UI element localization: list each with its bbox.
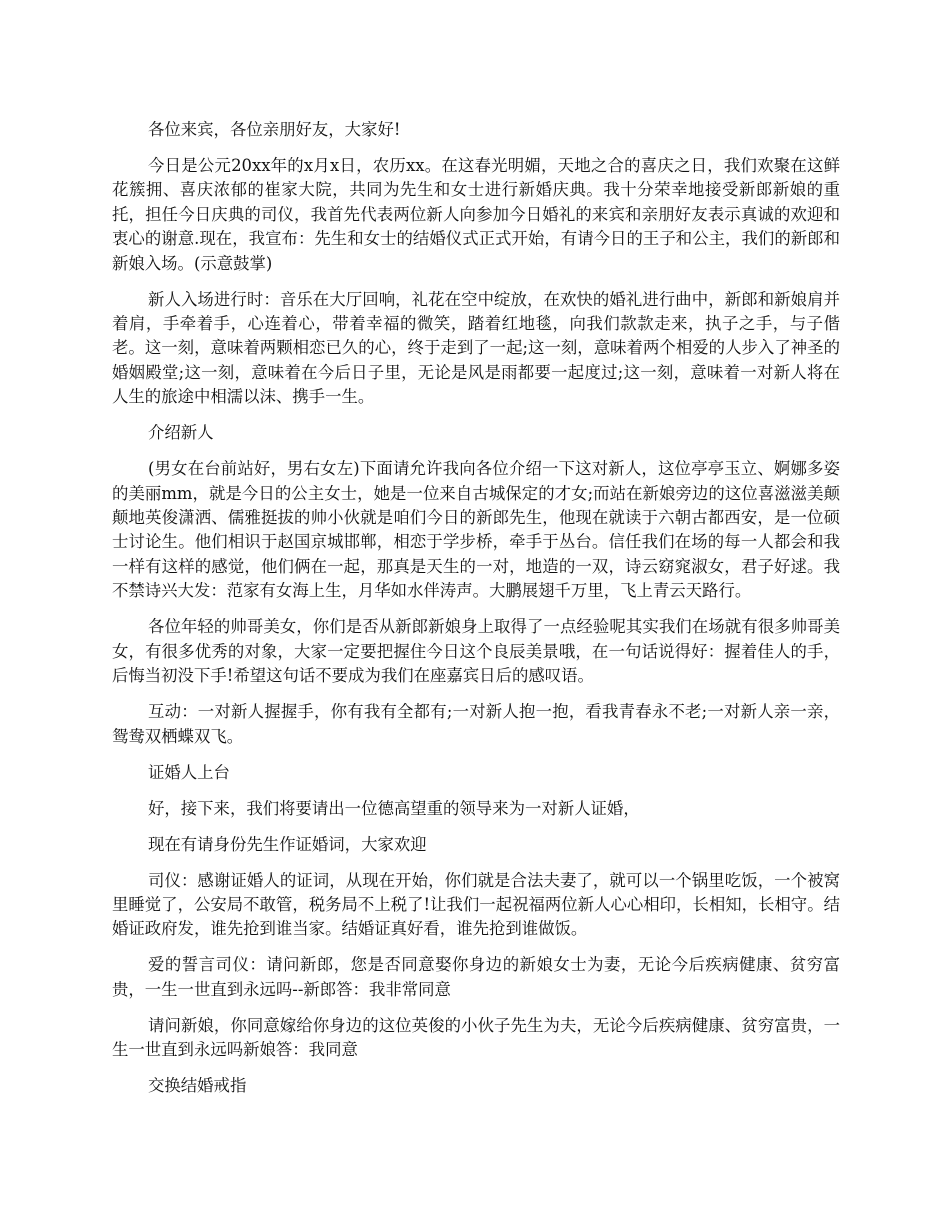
interaction-paragraph: 互动：一对新人握握手，你有我有全都有;一对新人抱一抱，看我青春永不老;一对新人亲一亲，鸳鸯双栖蝶双飞。 bbox=[112, 702, 840, 746]
entrance-paragraph: 新人入场进行时：音乐在大厅回响，礼花在空中绽放，在欢快的婚礼进行曲中，新郎和新娘肩并着肩，手牵着手，心连着心，带着幸福的微笑，踏着红地毯，向我们款款走来，执子之手，与子偕老。这一刻，意味着两颗相恋已久的心，终于走到了一起;这一刻，意味着两个相爱的人步入了神圣的婚姻殿堂;这一刻，意味着在今后日子里，无论是风是雨都要一起度过;这一刻，意味着一对新人将在人生的旅途中相濡以沫、携手一生。 bbox=[112, 289, 840, 407]
section-heading-introduce-couple: 介绍新人 bbox=[148, 423, 214, 443]
document-page bbox=[112, 118, 840, 1110]
opening-paragraph: 今日是公元20xx年的x月x日，农历xx。在这春光明媚，天地之合的喜庆之日，我们欢聚在这鲜花簇拥、喜庆浓郁的崔家大院，共同为先生和女士进行新婚庆典。我十分荣幸地接受新郎新娘的重托，担任今日庆典的司仪，我首先代表两位新人向参加今日婚礼的来宾和亲朋好友表示真诚的欢迎和衷心的谢意.现在，我宣布：先生和女士的结婚仪式正式开始，有请今日的王子和公主，我们的新郎和新娘入场。(示意鼓掌) bbox=[112, 156, 840, 273]
section-heading-ring-exchange: 交换结婚戒指 bbox=[148, 1076, 247, 1096]
section-heading-witness: 证婚人上台 bbox=[148, 762, 230, 782]
greeting-paragraph: 各位来宾，各位亲朋好友，大家好! bbox=[148, 120, 401, 139]
guests-paragraph: 各位年轻的帅哥美女，你们是否从新郎新娘身上取得了一点经验呢其实我们在场就有很多帅哥美女，有很多优秀的对象，大家一定要把握住今日这个良辰美景哦，在一句话说得好：握着佳人的手，后悔当初没下手!希望这句话不要成为我们在座嘉宾日后的感叹语。 bbox=[112, 617, 840, 686]
introduction-paragraph: (男女在台前站好，男右女左)下面请允许我向各位介绍一下这对新人，这位亭亭玉立、婀娜多姿的美丽mm，就是今日的公主女士，她是一位来自古城保定的才女;而站在新娘旁边的这位喜滋滋美颠颠地英俊潇洒、儒雅挺拔的帅小伙就是咱们今日的新郎先生，他现在就读于六朝古都西安，是一位硕士讨论生。他们相识于赵国京城邯郸，相恋于学步桥，牵手于丛台。信任我们在场的每一人都会和我一样有这样的感觉，他们俩在一起，那真是天生的一对，地造的一双，诗云窈窕淑女，君子好逑。我不禁诗兴大发：范家有女海上生，月华如水伴涛声。大鹏展翅千万里，飞上青云天路行。 bbox=[112, 459, 840, 601]
groom-vow-paragraph: 爱的誓言司仪：请问新郎，您是否同意娶你身边的新娘女士为妻，无论今后疾病健康、贫穷富贵，一生一世直到永远吗--新郎答：我非常同意 bbox=[112, 955, 840, 999]
host-thanks-paragraph: 司仪：感谢证婚人的证词，从现在开始，你们就是合法夫妻了，就可以一个锅里吃饭，一个被窝里睡觉了，公安局不敢管，税务局不上税了!让我们一起祝福两位新人心心相印，长相知，长相守。结婚证政府发，谁先抢到谁当家。结婚证真好看，谁先抢到谁做饭。 bbox=[112, 870, 840, 939]
bride-vow-paragraph: 请问新娘，你同意嫁给你身边的这位英俊的小伙子先生为夫，无论今后疾病健康、贫穷富贵，一生一世直到永远吗新娘答：我同意 bbox=[112, 1015, 840, 1060]
witness-invite-paragraph: 好，接下来，我们将要请出一位德高望重的领导来为一对新人证婚， bbox=[148, 798, 640, 818]
witness-speech-paragraph: 现在有请身份先生作证婚词，大家欢迎 bbox=[148, 834, 427, 854]
